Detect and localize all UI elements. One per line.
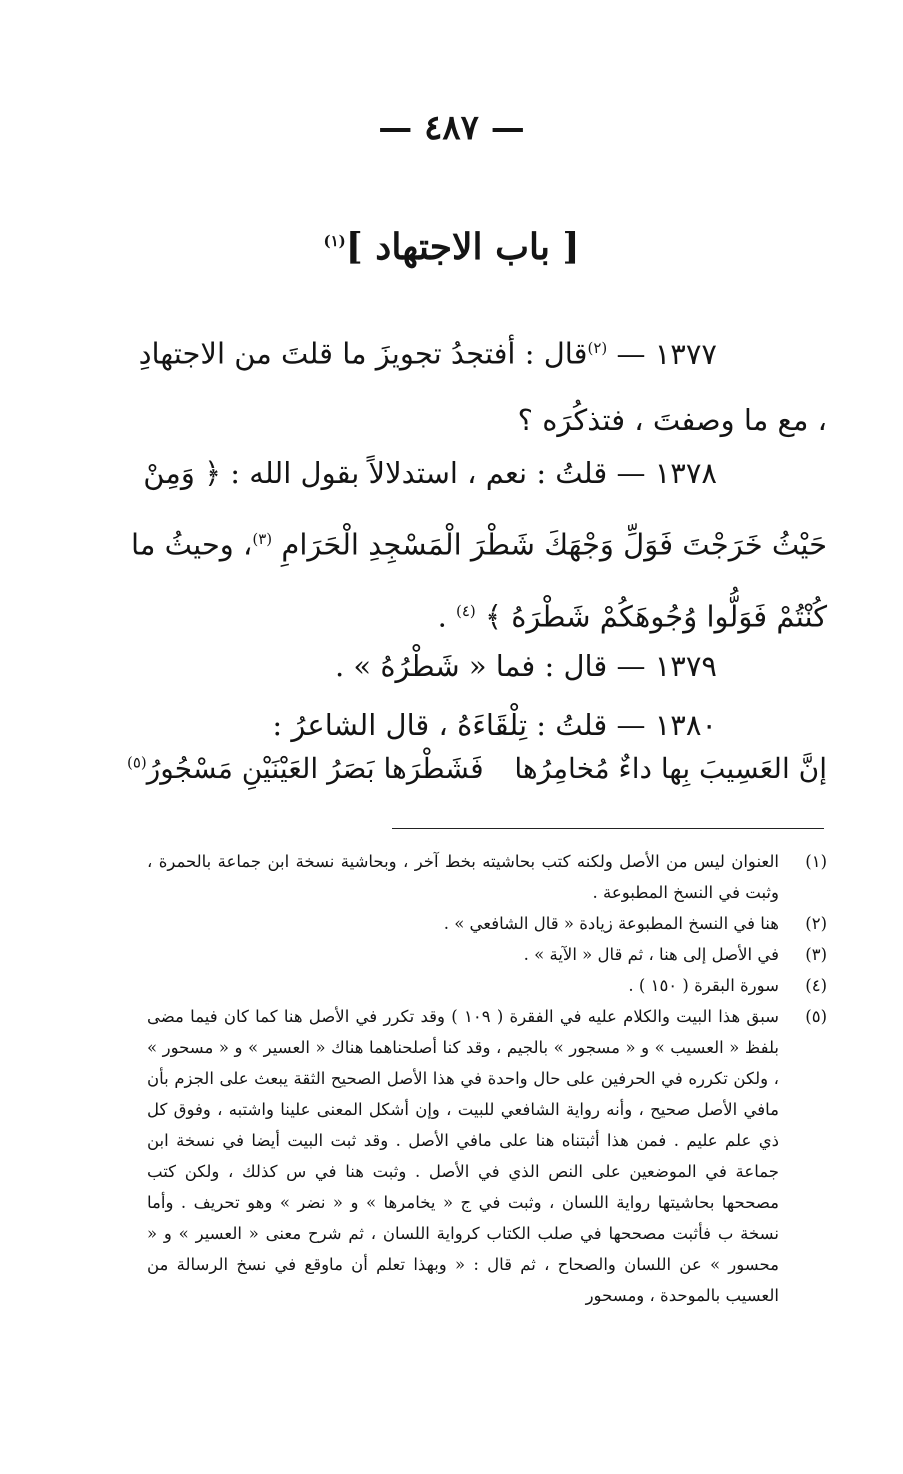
footnote-ref-4: (٤) [456, 601, 476, 620]
paragraph-1380 [127, 692, 827, 758]
footnote-text: العنوان ليس من الأصل ولكنه كتب بحاشيته بخط آخر ، وبحاشية نسخة ابن جماعة بالحمرة ، وثبت في النسخ المطبوعة . [147, 852, 779, 902]
footnote-number: (٣) [805, 945, 827, 964]
paragraph-number: ١٣٧٧ — [607, 336, 717, 371]
footnote-text: هنا في النسخ المطبوعة زيادة « قال الشافعي » . [443, 914, 779, 933]
verse-hemistich-second [127, 752, 484, 785]
footnote-ref-2: (٢) [587, 339, 608, 357]
footnote-number: (٥) [805, 1007, 827, 1026]
verse-hemistich-first: إنَّ العَسِيبَ بِها داءٌ مُخامِرُها [514, 752, 827, 785]
paragraph-text: . [437, 599, 456, 634]
page-number [0, 108, 903, 148]
footnote-number: (٤) [805, 976, 827, 995]
page-number-text: — ٤٨٧ — [378, 108, 525, 148]
paragraph-text: قال : أفتجدُ تجويزَ ما قلتَ من الاجتهادِ ، مع ما وصفتَ ، فتذكُرَه ؟ [138, 336, 827, 437]
paragraph-text: قلتُ : تِلْقَاءَهُ ، قال الشاعرُ : [272, 708, 608, 742]
footnote-text: في الأصل إلى هنا ، ثم قال « الآية » . [523, 945, 779, 964]
paragraph-number: ١٣٨٠ — [607, 708, 717, 742]
paragraph-1377 [127, 315, 827, 453]
footnotes [147, 846, 827, 1311]
paragraph-1379 [127, 633, 827, 699]
footnote-divider [392, 828, 824, 829]
poetry-verse [127, 752, 827, 785]
footnote-2 [147, 908, 827, 939]
footnote-ref-3: (٣) [252, 530, 273, 548]
footnote-text: سورة البقرة ( ١٥٠ ) . [628, 976, 779, 995]
paragraph-text: ، وحيثُ ما كُنْتُمْ فَوَلُّوا وُجُوهَكُمْ شَطْرَهُ ﴾ [131, 527, 827, 634]
footnote-1 [147, 846, 827, 908]
footnote-number: (٢) [805, 914, 827, 933]
footnote-ref-5: (٥) [127, 753, 147, 772]
paragraph-1378 [127, 440, 827, 649]
footnote-number: (١) [805, 852, 827, 871]
footnote-3 [147, 939, 827, 970]
paragraph-text: قال : فما « شَطْرُهُ » . [334, 649, 608, 683]
verse-hemistich-second-text: فَشَطْرَها بَصَرُ العَيْنَيْنِ مَسْجُورُ [146, 752, 484, 785]
footnote-ref-1: (١) [323, 232, 346, 250]
paragraph-text: قلتُ : نعم ، استدلالاً بقول الله : ﴿ وَمِنْ حَيْثُ خَرَجْتَ فَوَلِّ وَجْهَكَ شَطْرَ الْمَسْجِدِ الْحَرَامِ [143, 456, 827, 562]
footnote-text: سبق هذا البيت والكلام عليه في الفقرة ( ١٠٩ ) وقد تكرر في الأصل هنا كما كان فيما مضى بلفظ « العسيب » و « مسجور » بالجيم ، وقد كنا أصلحناهما هناك « العسير » و « مسحور » ، ولكن تكرره في الحرفين على حال واحدة في هذا الأصل الصحيح الثقة يبعث على الجزم بأن مافي الأصل صحيح ، وأنه رواية الشافعي للبيت ، وإن أشكل المعنى علينا واشتبه ، وفوق كل ذي علم عليم . فمن هذا أثبتناه هنا على مافي الأصل . وقد ثبت البيت أيضا في نسخة ابن جماعة في الموضعين على النص الذي في الأصل . وثبت هنا في س كذلك ، ولكن كتب مصححها بحاشيتها رواية اللسان ، وثبت في ج « يخامرها » و « نضر » وهو تحريف . وأما نسخة ب فأثبت مصححها في صلب الكتاب كرواية اللسان ، ثم شرح معنى « العسير » و « محسور » عن اللسان والصحاح ، ثم قال : « وبهذا تعلم أن ماوقع في نسخ الرسالة من العسيب بالموحدة ، ومسحور [147, 1007, 779, 1305]
paragraph-number: ١٣٧٨ — [607, 456, 717, 490]
footnote-4 [147, 970, 827, 1001]
footnote-5 [147, 1001, 827, 1311]
paragraph-number: ١٣٧٩ — [607, 649, 717, 683]
chapter-title-text: [ باب الاجتهاد ] [345, 226, 580, 268]
chapter-title [0, 226, 903, 268]
